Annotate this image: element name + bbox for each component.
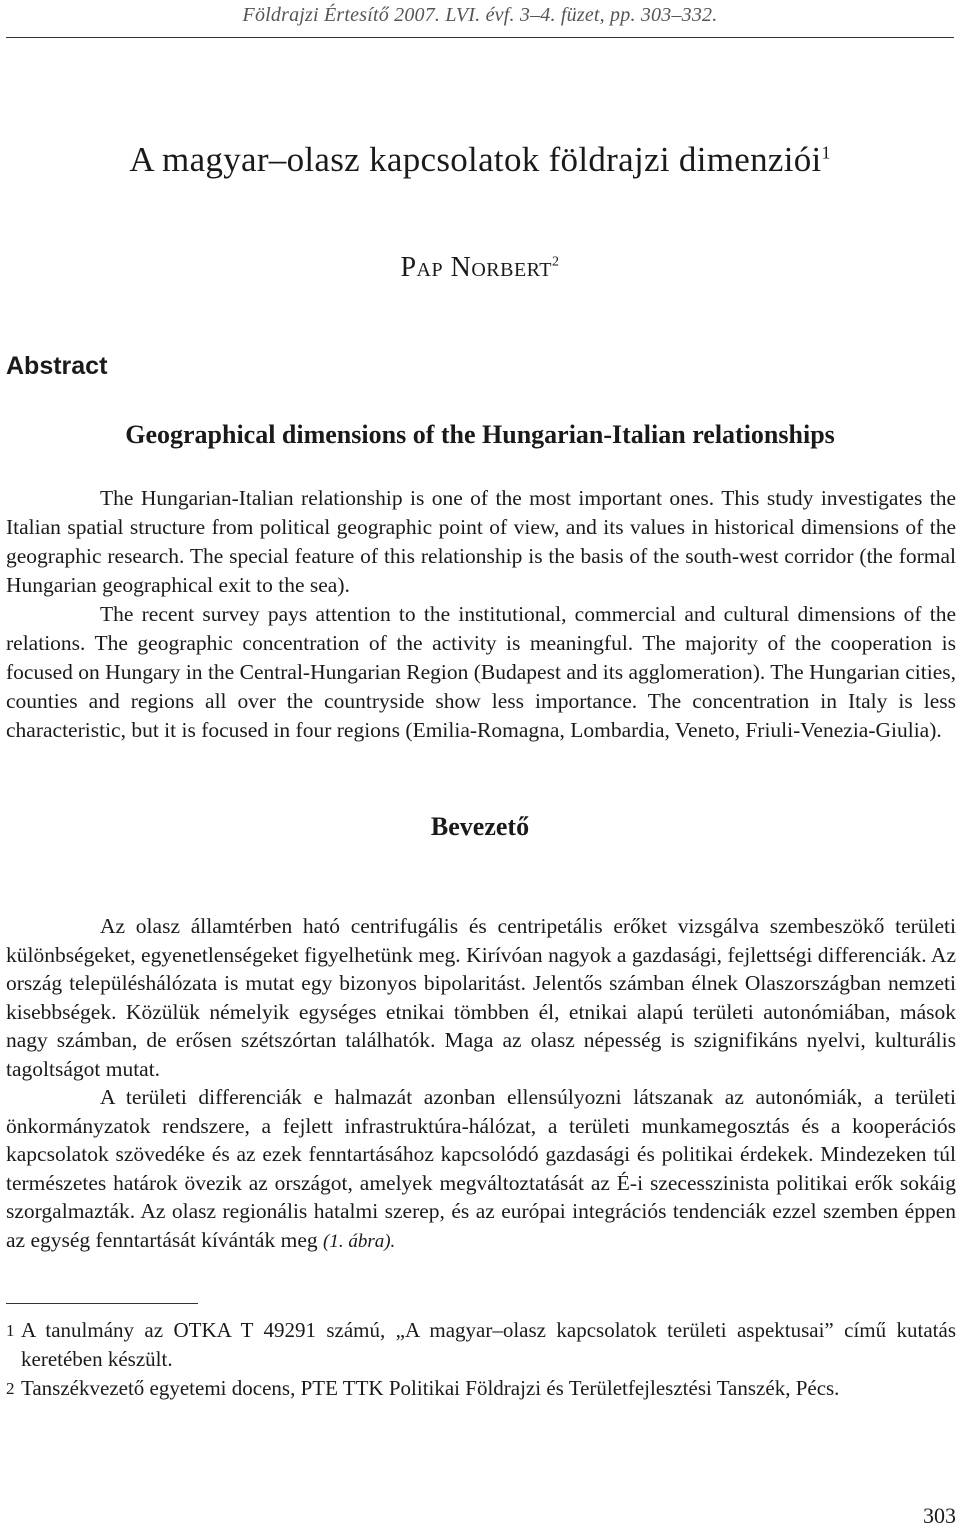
footnotes [6,1316,956,1403]
abstract-body [6,484,956,745]
body-paragraph-text: A területi differenciák e halmazát azonban ellensúlyozni látszanak az autonómiák, a területi önkormányzatok rendszere, a fejlett infrastruktúra-hálózat, a területi munkamegosztás és a kooperációs kapcsolatok szövedéke és az ezek fenntartásához kapcsolódó gazdasági és politikai érdekek. Mindezeken túl természetes határok övezik az országot, amelyek megváltoztatását az É-i szecesszinista politikai erők sokáig szorgalmazták. Az olasz regionális hatalmi szerep, és az európai integrációs tendenciák ezzel szemben éppen az egység fenntartását kívánták meg [6,1085,956,1252]
abstract-label: Abstract [6,352,108,380]
author-footnote-mark: 2 [552,254,560,270]
abstract-title: Geographical dimensions of the Hungarian-Italian relationships [125,420,835,449]
abstract-paragraph: The Hungarian-Italian relationship is one of the most important ones. This study investigates the Italian spatial structure from political geographic point of view, and its values in historical dimensions of the geographic research. The special feature of this relationship is the basis of the south-west corridor (the formal Hungarian geographical exit to the sea). [6,486,956,597]
title-footnote-mark: 1 [821,142,831,163]
footnote [6,1374,956,1403]
section-heading: Bevezető [430,812,530,841]
author [0,252,960,284]
footnote-rule [6,1303,198,1304]
abstract-paragraph: The recent survey pays attention to the institutional, commercial and cultural dimensions of the relations. The geographic concentration of the activity is meaningful. The majority of the cooperation is focused on Hungary in the Central-Hungarian Region (Budapest and its agglomeration). The Hungarian cities, counties and regions all over the countryside show less importance. The concentration in Italy is less characteristic, but it is focused in four regions (Emilia-Romagna, Lombardia, Veneto, Friuli-Venezia-Giulia). [6,602,956,742]
footnote [6,1316,956,1374]
footnote-number: 1 [6,1321,15,1340]
body-text [6,912,956,1256]
body-paragraph: Az olasz államtérben ható centrifugális és centripetális erőket vizsgálva szembeszökő területi különbségeket, egyenetlenségeket figyelhetünk meg. Kirívóan nagyok a gazdasági, fejlettségi differenciák. Az ország településhálózata is mutat egy bizonyos bipolaritást. Jelentős számban élnek Olaszországban nemzeti kisebbségek. Közülük némelyik egységes etnikai tömbben él, etnikai alapú területi autonómiában, mások nagy számban, de erősen szétszórtan találhatók. Maga az olasz népesség is szignifikáns nyelvi, kulturális tagoltságot mutat. [6,914,956,1081]
body-paragraph [6,1083,956,1256]
page-number: 303 [923,1503,956,1528]
figure-reference: (1. ábra). [323,1230,396,1252]
running-head: Földrajzi Értesítő 2007. LVI. évf. 3–4. füzet, pp. 303–332. [242,4,718,26]
footnote-number: 2 [6,1379,15,1398]
footnote-text: Tanszékvezető egyetemi docens, PTE TTK Politikai Földrajzi és Területfejlesztési Tanszék, Pécs. [21,1376,840,1400]
article-title-text: A magyar–olasz kapcsolatok földrajzi dimenziói [129,140,822,179]
header-rule [6,37,954,38]
author-name: Pap Norbert [400,252,553,283]
footnote-text: A tanulmány az OTKA T 49291 számú, „A magyar–olasz kapcsolatok területi aspektusai” című kutatás keretében készült. [21,1318,956,1371]
article-title [0,140,960,180]
